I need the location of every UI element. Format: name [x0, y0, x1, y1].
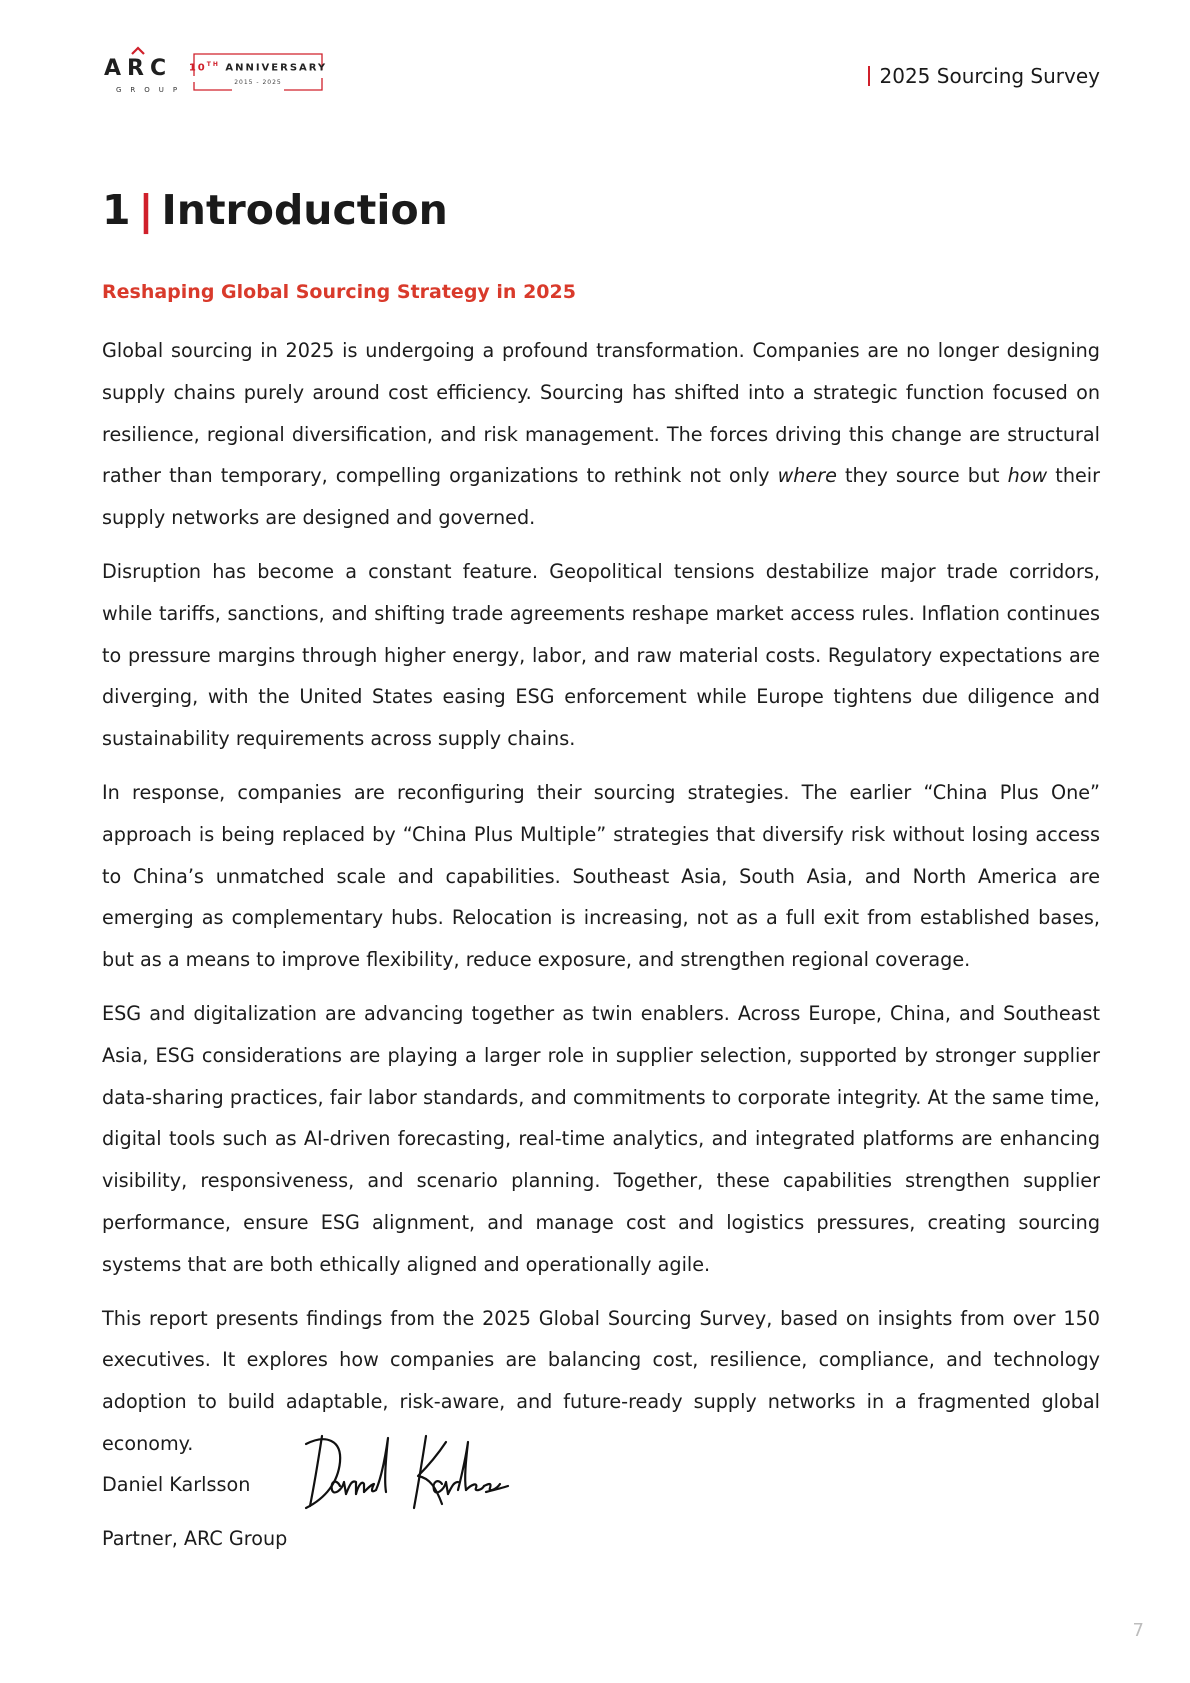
anniversary-label — [188, 61, 328, 73]
section-heading — [102, 186, 448, 234]
section-title: Introduction — [161, 186, 448, 234]
logo-wordmark: ARC — [104, 56, 173, 81]
section-number: 1 — [102, 186, 131, 234]
anniversary-years: 2015 - 2025 — [234, 79, 282, 86]
logo-caret-icon — [131, 46, 145, 55]
paragraph-1 — [102, 330, 1100, 539]
anniversary-word: ANNIVERSARY — [225, 62, 328, 74]
p1-emphasis-how: how — [1007, 464, 1048, 488]
section-separator: | — [138, 186, 154, 234]
p1-part-3: their supply networks are designed and governed. — [102, 464, 1101, 530]
paragraph-4: ESG and digitalization are advancing together as twin enablers. Across Europe, China, and Southeast Asia, ESG considerations are playing a larger role in supplier selection, supported by stronger supplier data-sharing practices, fair labor standards, and commitments to corporate integrity. At the same time, digital tools such as AI-driven forecasting, real-time analytics, and integrated platforms are enhancing visibility, responsiveness, and scenario planning. Together, these capabilities strengthen supplier performance, ensure ESG alignment, and manage cost and logistics pressures, creating sourcing systems that are both ethically aligned and operationally agile. — [102, 1001, 1100, 1276]
arc-group-logo — [104, 44, 336, 100]
report-title-text: 2025 Sourcing Survey — [879, 64, 1100, 88]
p1-part-2: they source but — [836, 464, 1008, 488]
header-divider — [868, 66, 870, 86]
signer-name: Daniel Karlsson — [102, 1473, 251, 1496]
logo-subword: GROUP — [116, 86, 187, 94]
handwritten-signature — [296, 1428, 510, 1516]
paragraph-2: Disruption has become a constant feature. Geopolitical tensions destabilize major trade corridors, while tariffs, sanctions, and shifting trade agreements reshape market access rules. Inflation continues to pressure margins through higher energy, labor, and raw material costs. Regulatory expectations are diverging, with the United States easing ESG enforcement while Europe tightens due diligence and sustainability requirements across supply chains. — [102, 559, 1100, 751]
anniversary-number: 10 — [188, 62, 207, 74]
paragraph-3: In response, companies are reconfiguring their sourcing strategies. The earlier “China Plus One” approach is being replaced by “China Plus Multiple” strategies that diversify risk without losing access to China’s unmatched scale and capabilities. Southeast Asia, South Asia, and North America are emerging as complementary hubs. Relocation is increasing, not as a full exit from established bases, but as a means to improve flexibility, reduce exposure, and strengthen regional coverage. — [102, 780, 1100, 972]
anniversary-badge — [188, 52, 328, 92]
body-text — [102, 330, 1100, 1465]
section-subtitle: Reshaping Global Sourcing Strategy in 2025 — [102, 281, 576, 303]
page-number: 7 — [1132, 1620, 1144, 1641]
paragraph-5: This report presents findings from the 2025 Global Sourcing Survey, based on insights from over 150 executives. It explores how companies are balancing cost, resilience, compliance, and technology adoption to build adaptable, risk-aware, and future-ready supply networks in a fragmented global economy. — [102, 1306, 1100, 1455]
p1-part-1: Global sourcing in 2025 is undergoing a profound transformation. Companies are no longer designing supply chains purely around cost efficiency. Sourcing has shifted into a strategic function focused on resilience, regional diversification, and risk management. The forces driving this change are structural rather than temporary, compelling organizations to rethink not only — [102, 339, 1100, 488]
p1-emphasis-where: where — [777, 464, 837, 488]
anniversary-suffix: TH — [206, 61, 220, 68]
header-report-title — [868, 64, 1101, 88]
signer-role: Partner, ARC Group — [102, 1527, 288, 1550]
